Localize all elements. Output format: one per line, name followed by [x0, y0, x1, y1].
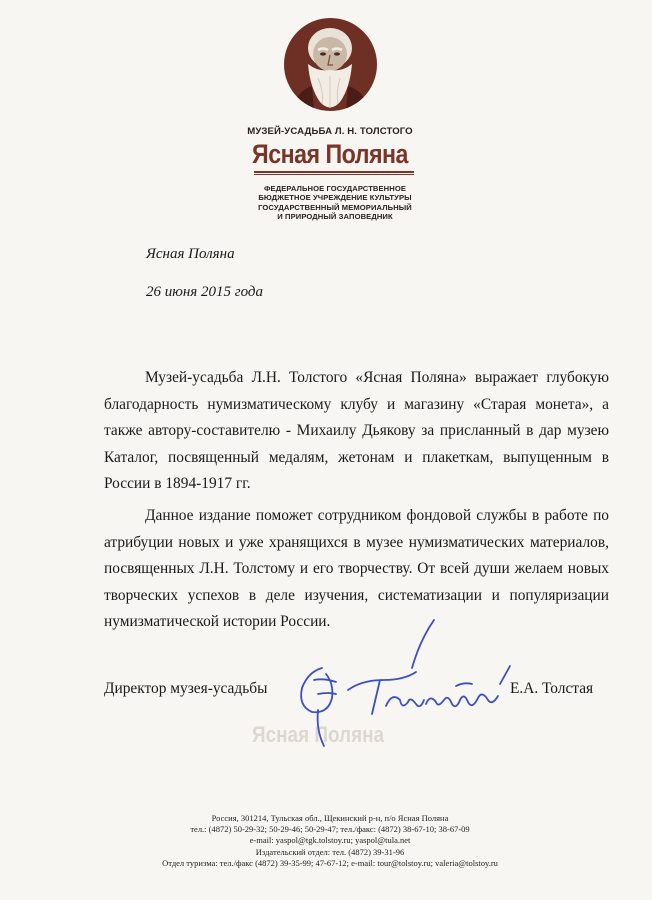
estate-name: Ясная Поляна: [252, 139, 408, 169]
institution-line: ФЕДЕРАЛЬНОЕ ГОСУДАРСТВЕННОЕ: [263, 184, 407, 193]
letter-date: 26 июня 2015 года: [146, 284, 263, 300]
letter-place: Ясная Поляна: [146, 246, 235, 262]
footer-address: Россия, 301214, Тульская обл., Щекинский р-н, п/о Ясная Поляна: [211, 813, 449, 823]
footer-phones: тел.: (4872) 50-29-32; 50-29-46; 50-29-47; тел./факс: (4872) 38-67-10; 38-67-09: [190, 824, 470, 835]
institution-line: И ПРИРОДНЫЙ ЗАПОВЕДНИК: [277, 211, 393, 221]
museum-name: МУЗЕЙ-УСАДЬБА Л. Н. ТОЛСТОГО: [247, 126, 413, 137]
institution-line: ГОСУДАРСТВЕННЫЙ МЕМОРИАЛЬНЫЙ: [258, 202, 412, 212]
handwritten-signature: [288, 610, 538, 760]
tolstoy-portrait-icon: [284, 18, 377, 111]
signer-role: Директор музея-усадьбы: [104, 680, 268, 697]
institution-line: БЮДЖЕТНОЕ УЧРЕЖДЕНИЕ КУЛЬТУРЫ: [258, 193, 412, 203]
divider: [254, 171, 414, 173]
signer-name: Е.А. Толстая: [510, 680, 594, 697]
divider: [254, 174, 414, 175]
institution-description: [240, 184, 430, 221]
footer-email: e-mail: yaspol@tgk.tolstoy.ru; yaspol@tula.net: [249, 835, 411, 846]
footer-publishing: Издательский отдел: тел. (4872) 39-31-96: [255, 846, 405, 857]
letter-body: [104, 365, 609, 641]
faded-stamp: Ясная Поляна: [252, 722, 385, 747]
body-paragraph: Музей-усадьба Л.Н. Толстого «Ясная Поляна» выражает глубокую благодарность нумизматическому клубу и магазину «Старая монета», а также автору-составителю - Михаилу Дьякову за присланный в дар музею Каталог, посвященный медалям, жетонам и плакеткам, выпущенным в России в 1894-1917 гг.: [104, 369, 609, 493]
footer-contacts: [100, 813, 560, 869]
body-paragraph: Данное издание поможет сотрудником фондовой службы в работе по атрибуции новых и уже хранящихся в музее нумизматических материалов, посвященных Л.Н. Толстому и его творчеству. От всей души желаем новых творческих успехов в деле изучения, систематизации и популяризации нумизматической истории России.: [104, 506, 609, 631]
footer-tourism: Отдел туризма: тел./факс (4872) 39-35-99; 47-67-12; e-mail: tour@tolstoy.ru; valeria@tolstoy.ru: [162, 857, 498, 868]
